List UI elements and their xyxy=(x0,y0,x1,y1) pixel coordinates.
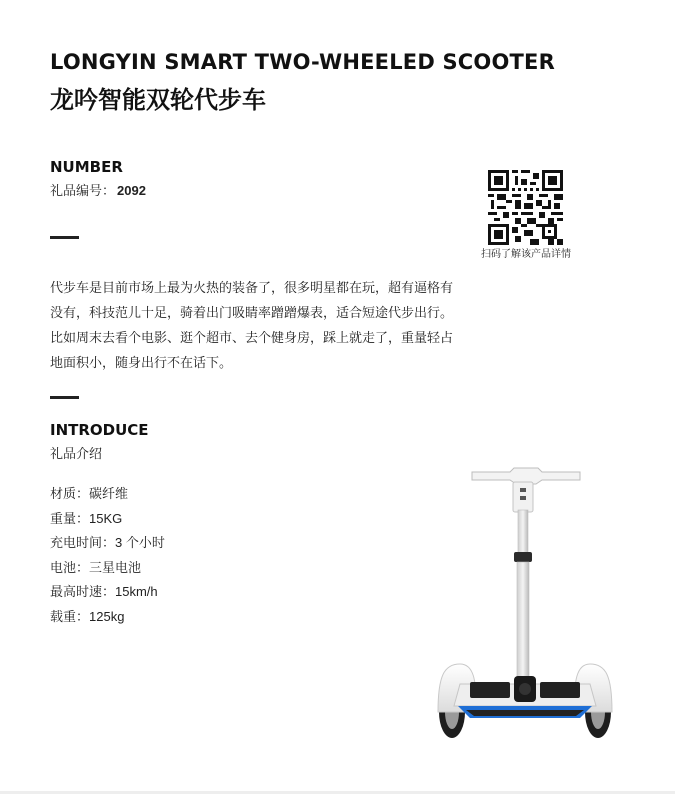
number-label: 礼品编号： xyxy=(50,183,116,198)
introduce-subheading: 礼品介绍 xyxy=(50,446,103,461)
description-paragraph: 代步车是目前市场上最为火热的装备了，很多明星都在玩，超有逼格有没有，科技范儿十足，骑着出门吸睛率蹭蹭爆表，适合短途代步出行。比如周末去看个电影、逛个超市、去个健身房，踩上就走了，重量轻占地面积小，随身出行不在话下。 xyxy=(50,280,454,370)
number-heading: NUMBER xyxy=(50,158,123,176)
spec-item-top-speed: 最高时速：15km/h xyxy=(50,584,158,599)
qr-code[interactable] xyxy=(488,170,563,245)
spec-item-charge-time: 充电时间：3 个小时 xyxy=(50,535,165,550)
introduce-heading: INTRODUCE xyxy=(50,421,149,439)
number-row xyxy=(50,180,146,199)
spec-list xyxy=(50,482,165,629)
qr-caption: 扫码了解该产品详情 xyxy=(481,249,571,260)
spec-item-load: 载重：125kg xyxy=(50,608,125,624)
divider-dash xyxy=(50,396,79,399)
scooter-product-image xyxy=(430,466,620,746)
spec-item-weight: 重量：15KG xyxy=(50,510,123,526)
spec-item-battery: 电池：三星电池 xyxy=(50,559,142,575)
spec-item-material: 材质：碳纤维 xyxy=(50,486,129,501)
divider-dash xyxy=(50,236,79,239)
page-title-cn: 龙吟智能双轮代步车 xyxy=(50,86,266,114)
number-value: 2092 xyxy=(117,183,146,198)
page-title-en: LONGYIN SMART TWO-WHEELED SCOOTER xyxy=(50,50,555,74)
